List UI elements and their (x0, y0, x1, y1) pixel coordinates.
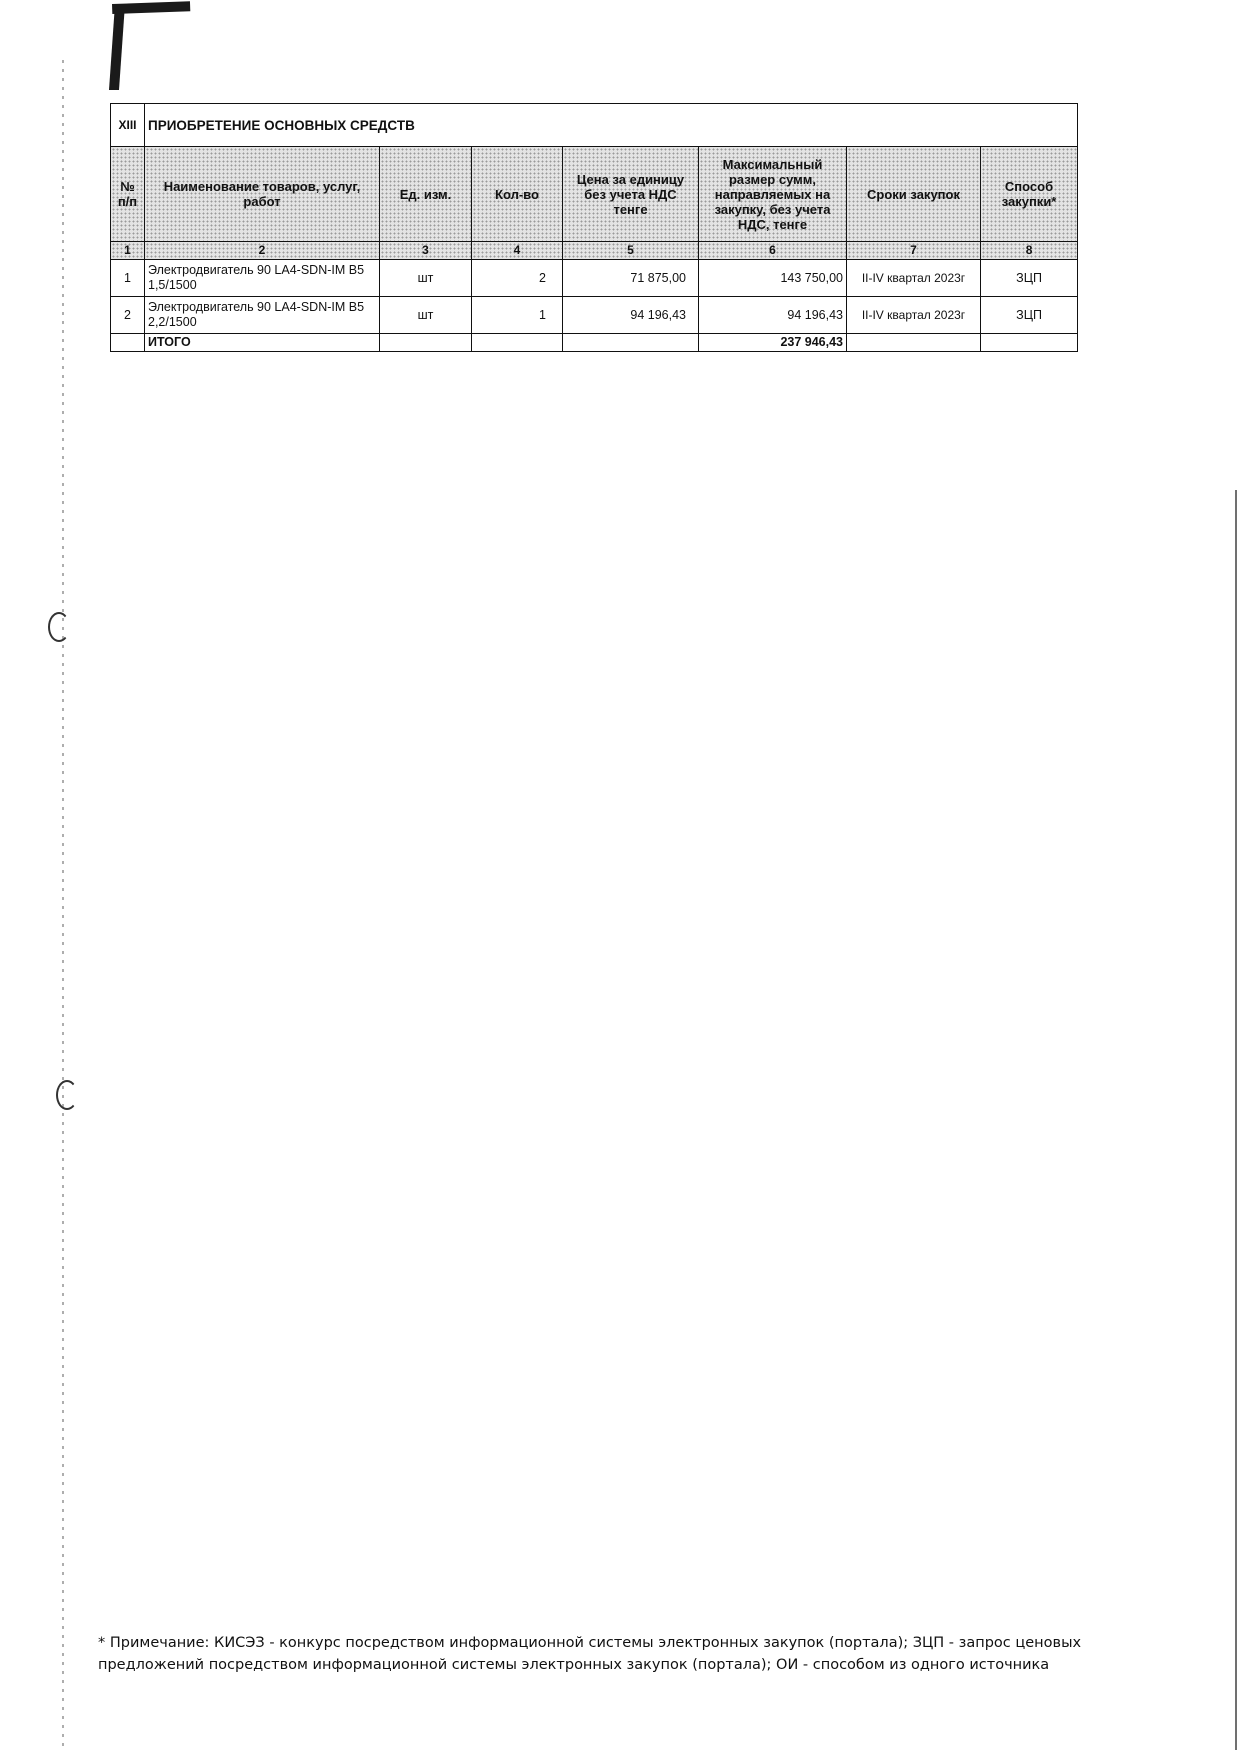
item-amount: 94 196,43 (699, 297, 847, 334)
item-unit: шт (380, 297, 472, 334)
total-empty-cell (847, 334, 981, 352)
scan-corner-mark (109, 4, 125, 90)
item-period: II-IV квартал 2023г (847, 297, 981, 334)
column-number: 8 (981, 242, 1078, 260)
punch-hole-mark (56, 1080, 78, 1110)
row-number: 1 (111, 260, 145, 297)
header-max-amount: Максимальный размер сумм, направляемых на закупку, без учета НДС, тенге (699, 147, 847, 242)
item-name: Электродвигатель 90 LA4-SDN-IM B5 2,2/1500 (145, 297, 380, 334)
item-name: Электродвигатель 90 LA4-SDN-IM B5 1,5/1500 (145, 260, 380, 297)
item-quantity: 2 (472, 260, 563, 297)
header-method: Способ закупки* (981, 147, 1078, 242)
total-empty-cell (472, 334, 563, 352)
item-method: ЗЦП (981, 260, 1078, 297)
footnote: * Примечание: КИСЭЗ - конкурс посредством информационной системы электронных закупок (портала); ЗЦП - запрос ценовых предложений посредством информационной системы электронных закупок (портала); ОИ - способом из одного источника (98, 1635, 1082, 1673)
section-number: XIII (111, 104, 145, 147)
punch-hole-mark (48, 612, 70, 642)
fixed-assets-table (110, 103, 1078, 352)
column-number: 6 (699, 242, 847, 260)
column-number: 5 (563, 242, 699, 260)
total-label: ИТОГО (145, 334, 380, 352)
total-empty-cell (981, 334, 1078, 352)
column-numbers-row (111, 242, 1078, 260)
total-amount: 237 946,43 (699, 334, 847, 352)
header-period: Сроки закупок (847, 147, 981, 242)
column-number: 7 (847, 242, 981, 260)
scan-right-edge (1235, 490, 1237, 1750)
total-empty-cell (380, 334, 472, 352)
section-row (111, 104, 1078, 147)
header-name: Наименование товаров, услуг, работ (145, 147, 380, 242)
table-row (111, 260, 1078, 297)
item-period: II-IV квартал 2023г (847, 260, 981, 297)
item-amount: 143 750,00 (699, 260, 847, 297)
section-title: ПРИОБРЕТЕНИЕ ОСНОВНЫХ СРЕДСТВ (145, 104, 1078, 147)
item-quantity: 1 (472, 297, 563, 334)
item-method: ЗЦП (981, 297, 1078, 334)
column-number: 1 (111, 242, 145, 260)
header-quantity: Кол-во (472, 147, 563, 242)
item-unit: шт (380, 260, 472, 297)
row-number: 2 (111, 297, 145, 334)
total-empty-cell (111, 334, 145, 352)
column-number: 3 (380, 242, 472, 260)
header-unit: Ед. изм. (380, 147, 472, 242)
header-number: № п/п (111, 147, 145, 242)
scan-corner-mark-top (112, 1, 190, 14)
scan-left-edge (62, 60, 64, 1750)
column-number: 2 (145, 242, 380, 260)
item-unit-price: 94 196,43 (563, 297, 699, 334)
header-row (111, 147, 1078, 242)
table-row (111, 297, 1078, 334)
column-number: 4 (472, 242, 563, 260)
total-empty-cell (563, 334, 699, 352)
item-unit-price: 71 875,00 (563, 260, 699, 297)
total-row (111, 334, 1078, 352)
header-unit-price: Цена за единицу без учета НДС тенге (563, 147, 699, 242)
